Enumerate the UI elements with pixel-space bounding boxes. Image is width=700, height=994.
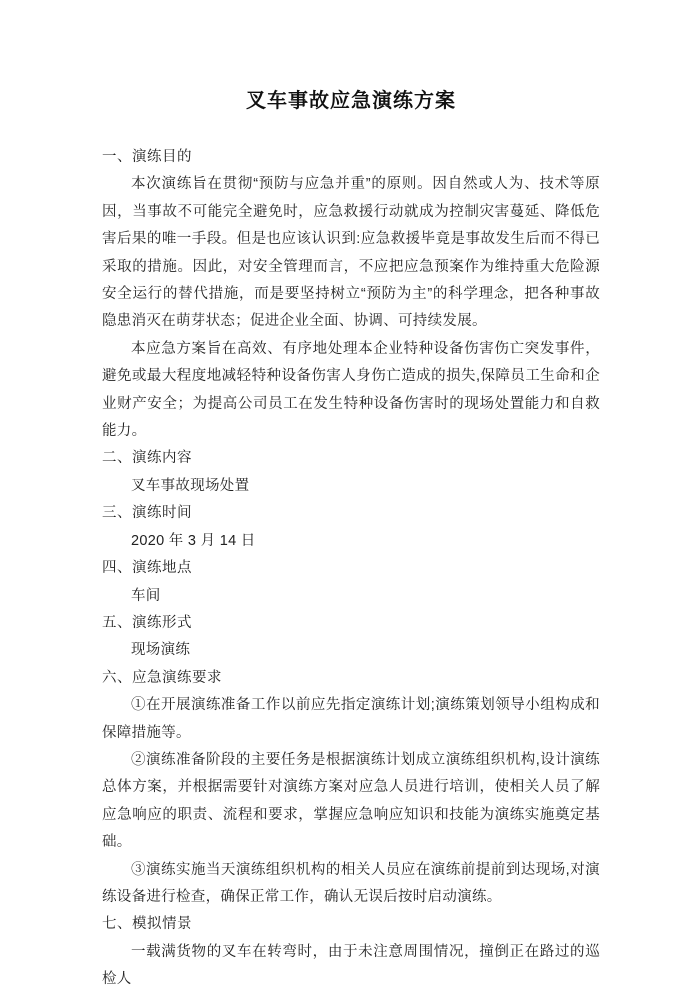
section-drill-content [102, 445, 600, 500]
paragraph: ②演练准备阶段的主要任务是根据演练计划成立演练组织机构,设计演练总体方案，并根据需要针对演练方案对应急人员进行培训，使相关人员了解应急响应的职责、流程和要求，掌握应急响应知识和技能为演练实施奠定基础。 [102, 751, 600, 851]
paragraph: 现场演练 [131, 642, 191, 659]
section-drill-location [102, 555, 600, 610]
section-heading-drill-requirements: 六、应急演练要求 [102, 669, 222, 686]
paragraph: 一载满货物的叉车在转弯时，由于未注意周围情况，撞倒正在路过的巡检人 [102, 943, 600, 988]
paragraph: 本应急方案旨在高效、有序地处理本企业特种设备伤害伤亡突发事件，避免或最大程度地减轻特种设备伤害人身伤亡造成的损失,保障员工生命和企业财产安全；为提高公司员工在发生特种设备伤害时的现场处置能力和自救能力。 [102, 340, 600, 440]
paragraph: 本次演练旨在贯彻“预防与应急并重”的原则。因自然或人为、技术等原因，当事故不可能完全避免时，应急救援行动就成为控制灾害蔓延、降低危害后果的唯一手段。但是也应该认识到:应急救援毕竟是事故发生后而不得已采取的措施。因此，对安全管理而言，不应把应急预案作为维持重大危险源安全运行的替代措施，而是要坚持树立“预防为主”的科学理念，把各种事故隐患消灭在萌芽状态；促进企业全面、协调、可持续发展。 [102, 176, 600, 330]
section-heading-drill-form: 五、演练形式 [102, 614, 192, 631]
section-drill-time [102, 500, 600, 555]
paragraph: ①在开展演练准备工作以前应先指定演练计划;演练策划领导小组构成和保障措施等。 [102, 697, 600, 741]
paragraph: 车间 [131, 587, 161, 604]
section-heading-drill-content: 二、演练内容 [102, 450, 192, 467]
section-drill-purpose [102, 144, 600, 445]
section-heading-drill-purpose: 一、演练目的 [102, 149, 192, 165]
paragraph: 2020 年 3 月 14 日 [131, 532, 256, 549]
paragraph: 叉车事故现场处置 [131, 477, 250, 494]
paragraph: ③演练实施当天演练组织机构的相关人员应在演练前提前到达现场,对演练设备进行检查，确保正常工作，确认无误后按时启动演练。 [102, 861, 600, 905]
document-title: 叉车事故应急演练方案 [246, 90, 456, 112]
section-heading-drill-location: 四、演练地点 [102, 560, 192, 577]
section-drill-form [102, 610, 600, 665]
section-heading-simulated-scenario: 七、模拟情景 [102, 916, 192, 933]
section-simulated-scenario [102, 911, 600, 993]
section-heading-drill-time: 三、演练时间 [102, 505, 192, 522]
section-drill-requirements [102, 665, 600, 912]
